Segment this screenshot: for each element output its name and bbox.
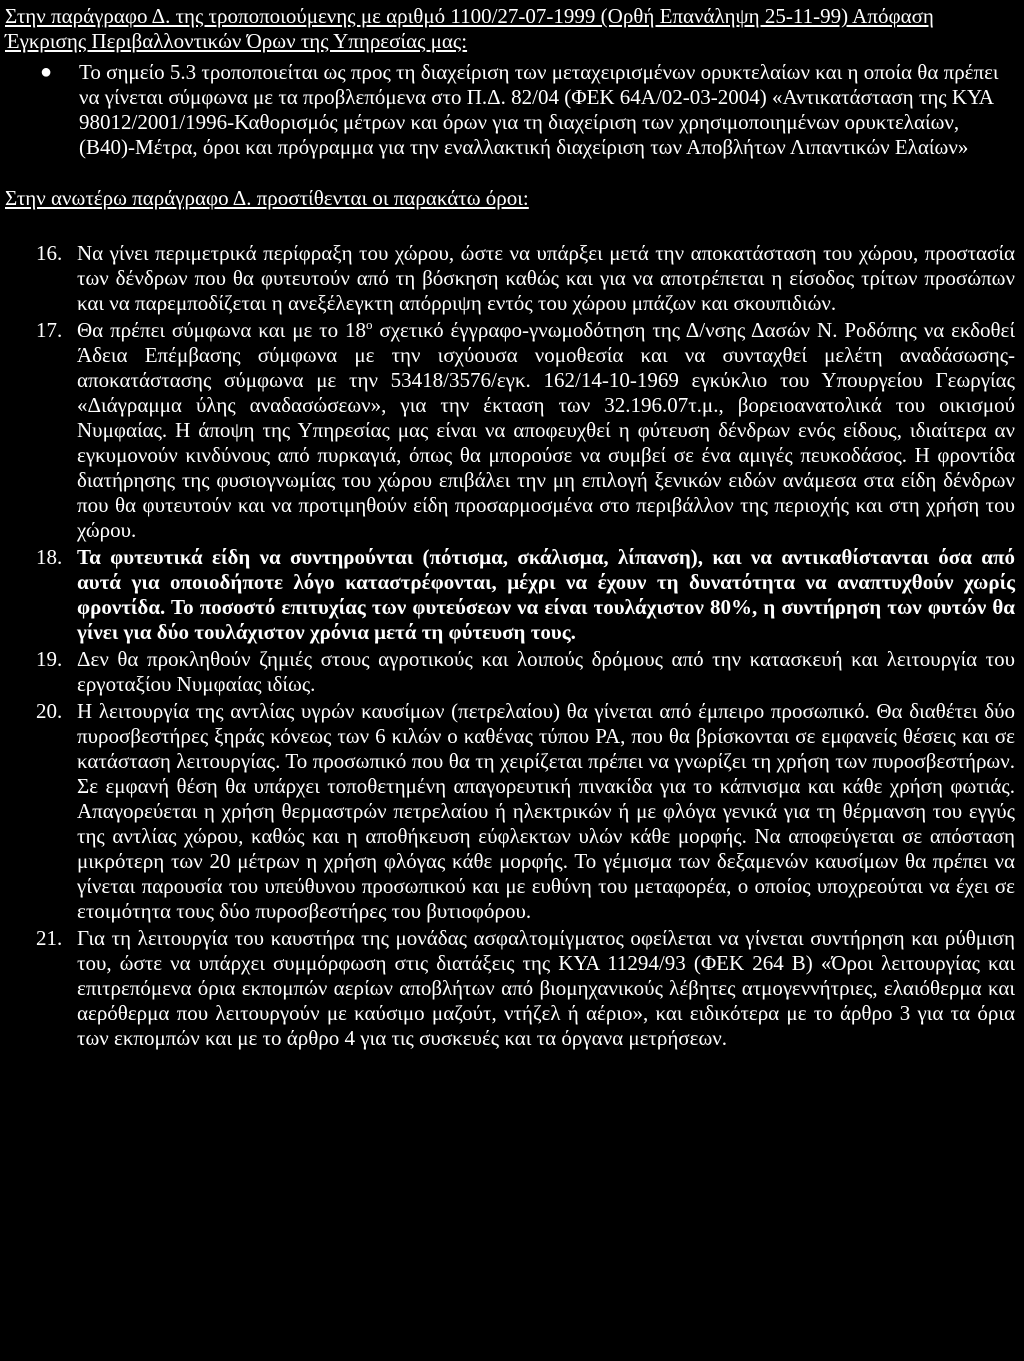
- superscript-ordinal: ο: [366, 317, 373, 332]
- term-number: 18.: [36, 545, 63, 569]
- term-number: 16.: [36, 241, 63, 265]
- term-text: Τα φυτευτικά είδη να συντηρούνται (πότισμα, σκάλισμα, λίπανση), και να αντικαθίστανται όσα από αυτά για οποιοδήποτε λόγο καταστρέφονται, μέχρι να έχουν τη δυνατότητα να αναπτυχθούν χωρίς φροντίδα. Το ποσοστό επιτυχίας των φυτεύσεων να είναι τουλάχιστον 80%, η συντήρηση των φυτών θα γίνει για δύο τουλάχιστον χρόνια μετά τη φύτευση τους.: [77, 545, 1015, 644]
- term-item-21: [5, 926, 1015, 1051]
- term-number: 21.: [36, 926, 63, 950]
- document-page: [5, 4, 1017, 1053]
- term-item-20: [5, 699, 1015, 924]
- section-heading-paragraph-d: Στην παράγραφο Δ. της τροποποιούμενης με αριθμό 1100/27-07-1999 (Ορθή Επανάληψη 25-11-99) Απόφαση Έγκρισης Περιβαλλοντικών Όρων της Υπηρεσίας μας:: [5, 4, 934, 53]
- term-text: Η λειτουργία της αντλίας υγρών καυσίμων (πετρελαίου) θα γίνεται από έμπειρο προσωπικό. Θα διαθέτει δύο πυροσβεστήρες ξηράς κόνεως των 6 κιλών ο καθένας τύπου ΡΑ, που θα βρίσκονται σε εμφανείς θέσεις και σε κατάσταση λειτουργίας. Το προσωπικό που θα τη χειρίζεται πρέπει να γνωρίζει τη χρήση των πυροσβεστήρων. Σε εμφανή θέση θα υπάρχει τοποθετημένη απαγορευτική πινακίδα για το κάπνισμα και κάθε χρήση φωτιάς. Απαγορεύεται η χρήση θερμαστρών πετρελαίου ή ηλεκτρικών ή με φλόγα γενικά για τη θέρμανση του εγγύς της αντλίας χώρου, καθώς και η αποθήκευση εύφλεκτων υλών κάθε μορφής. Να αποφεύγεται σε απόσταση μικρότερη των 20 μέτρων η χρήση φλόγας κάθε μορφής. Το γέμισμα των δεξαμενών καυσίμων θα πρέπει να γίνεται παρουσία του υπεύθυνου προσωπικού και με ευθύνη του μεταφορέα, ο οποίος υποχρεούται να έχει σε ετοιμότητα τους δύο πυροσβεστήρες του βυτιοφόρου.: [77, 699, 1015, 923]
- terms-list: [5, 241, 1017, 1051]
- term-item-16: [5, 241, 1015, 316]
- term-item-19: [5, 647, 1015, 697]
- term-text: Δεν θα προκληθούν ζημιές στους αγροτικούς και λοιπούς δρόμους από την κατασκευή και λειτουργία του εργοταξίου Νυμφαίας ιδίως.: [77, 647, 1015, 696]
- term-item-18: [5, 545, 1015, 645]
- term-text-part-2: σχετικό έγγραφο-γνωμοδότηση της Δ/νσης Δασών Ν. Ροδόπης να εκδοθεί Άδεια Επέμβασης σύμφωνα με την ισχύουσα νομοθεσία και να συνταχθεί μελέτη αναδάσωσης-αποκατάστασης σύμφωνα με την 53418/3576/εγκ. 162/14-10-1969 εγκύκλιο του Υπουργείου Γεωργίας «Διάγραμμα ύλης αναδασώσεων», για την έκταση των 32.196.07τ.μ., βορειοανατολικά του οικισμού Νυμφαίας. Η άποψη της Υπηρεσίας μας είναι να αποφευχθεί η φύτευση δένδρων ενός είδους, ιδιαίτερα αν εγκυμονούν κινδύνους από πυρκαγιά, όπως θα μπορούσε να συμβεί σε ένα αμιγές πευκοδάσος. Η φροντίδα διατήρησης της φυσιογνωμίας του χώρου επιβάλει την μη επιλογή ξενικών ειδών ανάμεσα στα είδη δένδρων που θα φυτευτούν και να προτιμηθούν είδη προσαρμοσμένα στο περιβάλλον της περιοχής και στη χρήση του χώρου.: [77, 318, 1015, 542]
- term-number: 19.: [36, 647, 63, 671]
- term-number: 20.: [36, 699, 63, 723]
- term-text-part-1: Θα πρέπει σύμφωνα και με το 18: [77, 318, 367, 342]
- bullet-dot-icon: ●: [40, 61, 53, 83]
- bullet-text: Το σημείο 5.3 τροποποιείται ως προς τη διαχείριση των μεταχειρισμένων ορυκτελαίων και η οποία θα πρέπει να γίνεται σύμφωνα με τα προβλεπόμενα στο Π.Δ. 82/04 (ΦΕΚ 64Α/02-03-2004) «Αντικατάσταση της ΚΥΑ 98012/2001/1996-Καθορισμός μέτρων και όρων για τη διαχείριση των χρησιμοποιημένων ορυκτελαίων, (Β40)-Μέτρα, όροι και πρόγραμμα για την εναλλακτική διαχείριση των Αποβλήτων Λιπαντικών Ελαίων»: [79, 60, 999, 159]
- bullet-item-point-5-3: [5, 60, 1009, 160]
- section-heading-added-terms: Στην ανωτέρω παράγραφο Δ. προστίθενται οι παρακάτω όροι:: [5, 186, 529, 210]
- term-text: Να γίνει περιμετρικά περίφραξη του χώρου, ώστε να υπάρξει μετά την αποκατάσταση του χώρου, προστασία των δένδρων που θα φυτευτούν από τη βόσκηση καθώς και για να αποτρέπεται η είσοδος τρίτων προσώπων και να παρεμποδίζεται η ανεξέλεγκτη απόρριψη εντός του χώρου μπάζων και σκουπιδιών.: [77, 241, 1015, 315]
- term-number: 17.: [36, 318, 63, 342]
- term-item-17: [5, 318, 1015, 543]
- term-text: Για τη λειτουργία του καυστήρα της μονάδας ασφαλτομίγματος οφείλεται να γίνεται συντήρηση και ρύθμιση του, ώστε να υπάρχει συμμόρφωση στις διατάξεις της ΚΥΑ 11294/93 (ΦΕΚ 264 Β) «Όροι λειτουργίας και επιτρεπόμενα όρια εκπομπών αερίων αποβλήτων από βιομηχανικούς λέβητες ατμογεννήτριες, ελαιόθερμα και αερόθερμα που λειτουργούν με καύσιμο μαζούτ, ντήζελ ή αέριο», και ειδικότερα με το άρθρο 3 για τα όρια των εκπομπών και με το άρθρο 4 για τις συσκευές και τα όργανα μετρήσεων.: [77, 926, 1015, 1050]
